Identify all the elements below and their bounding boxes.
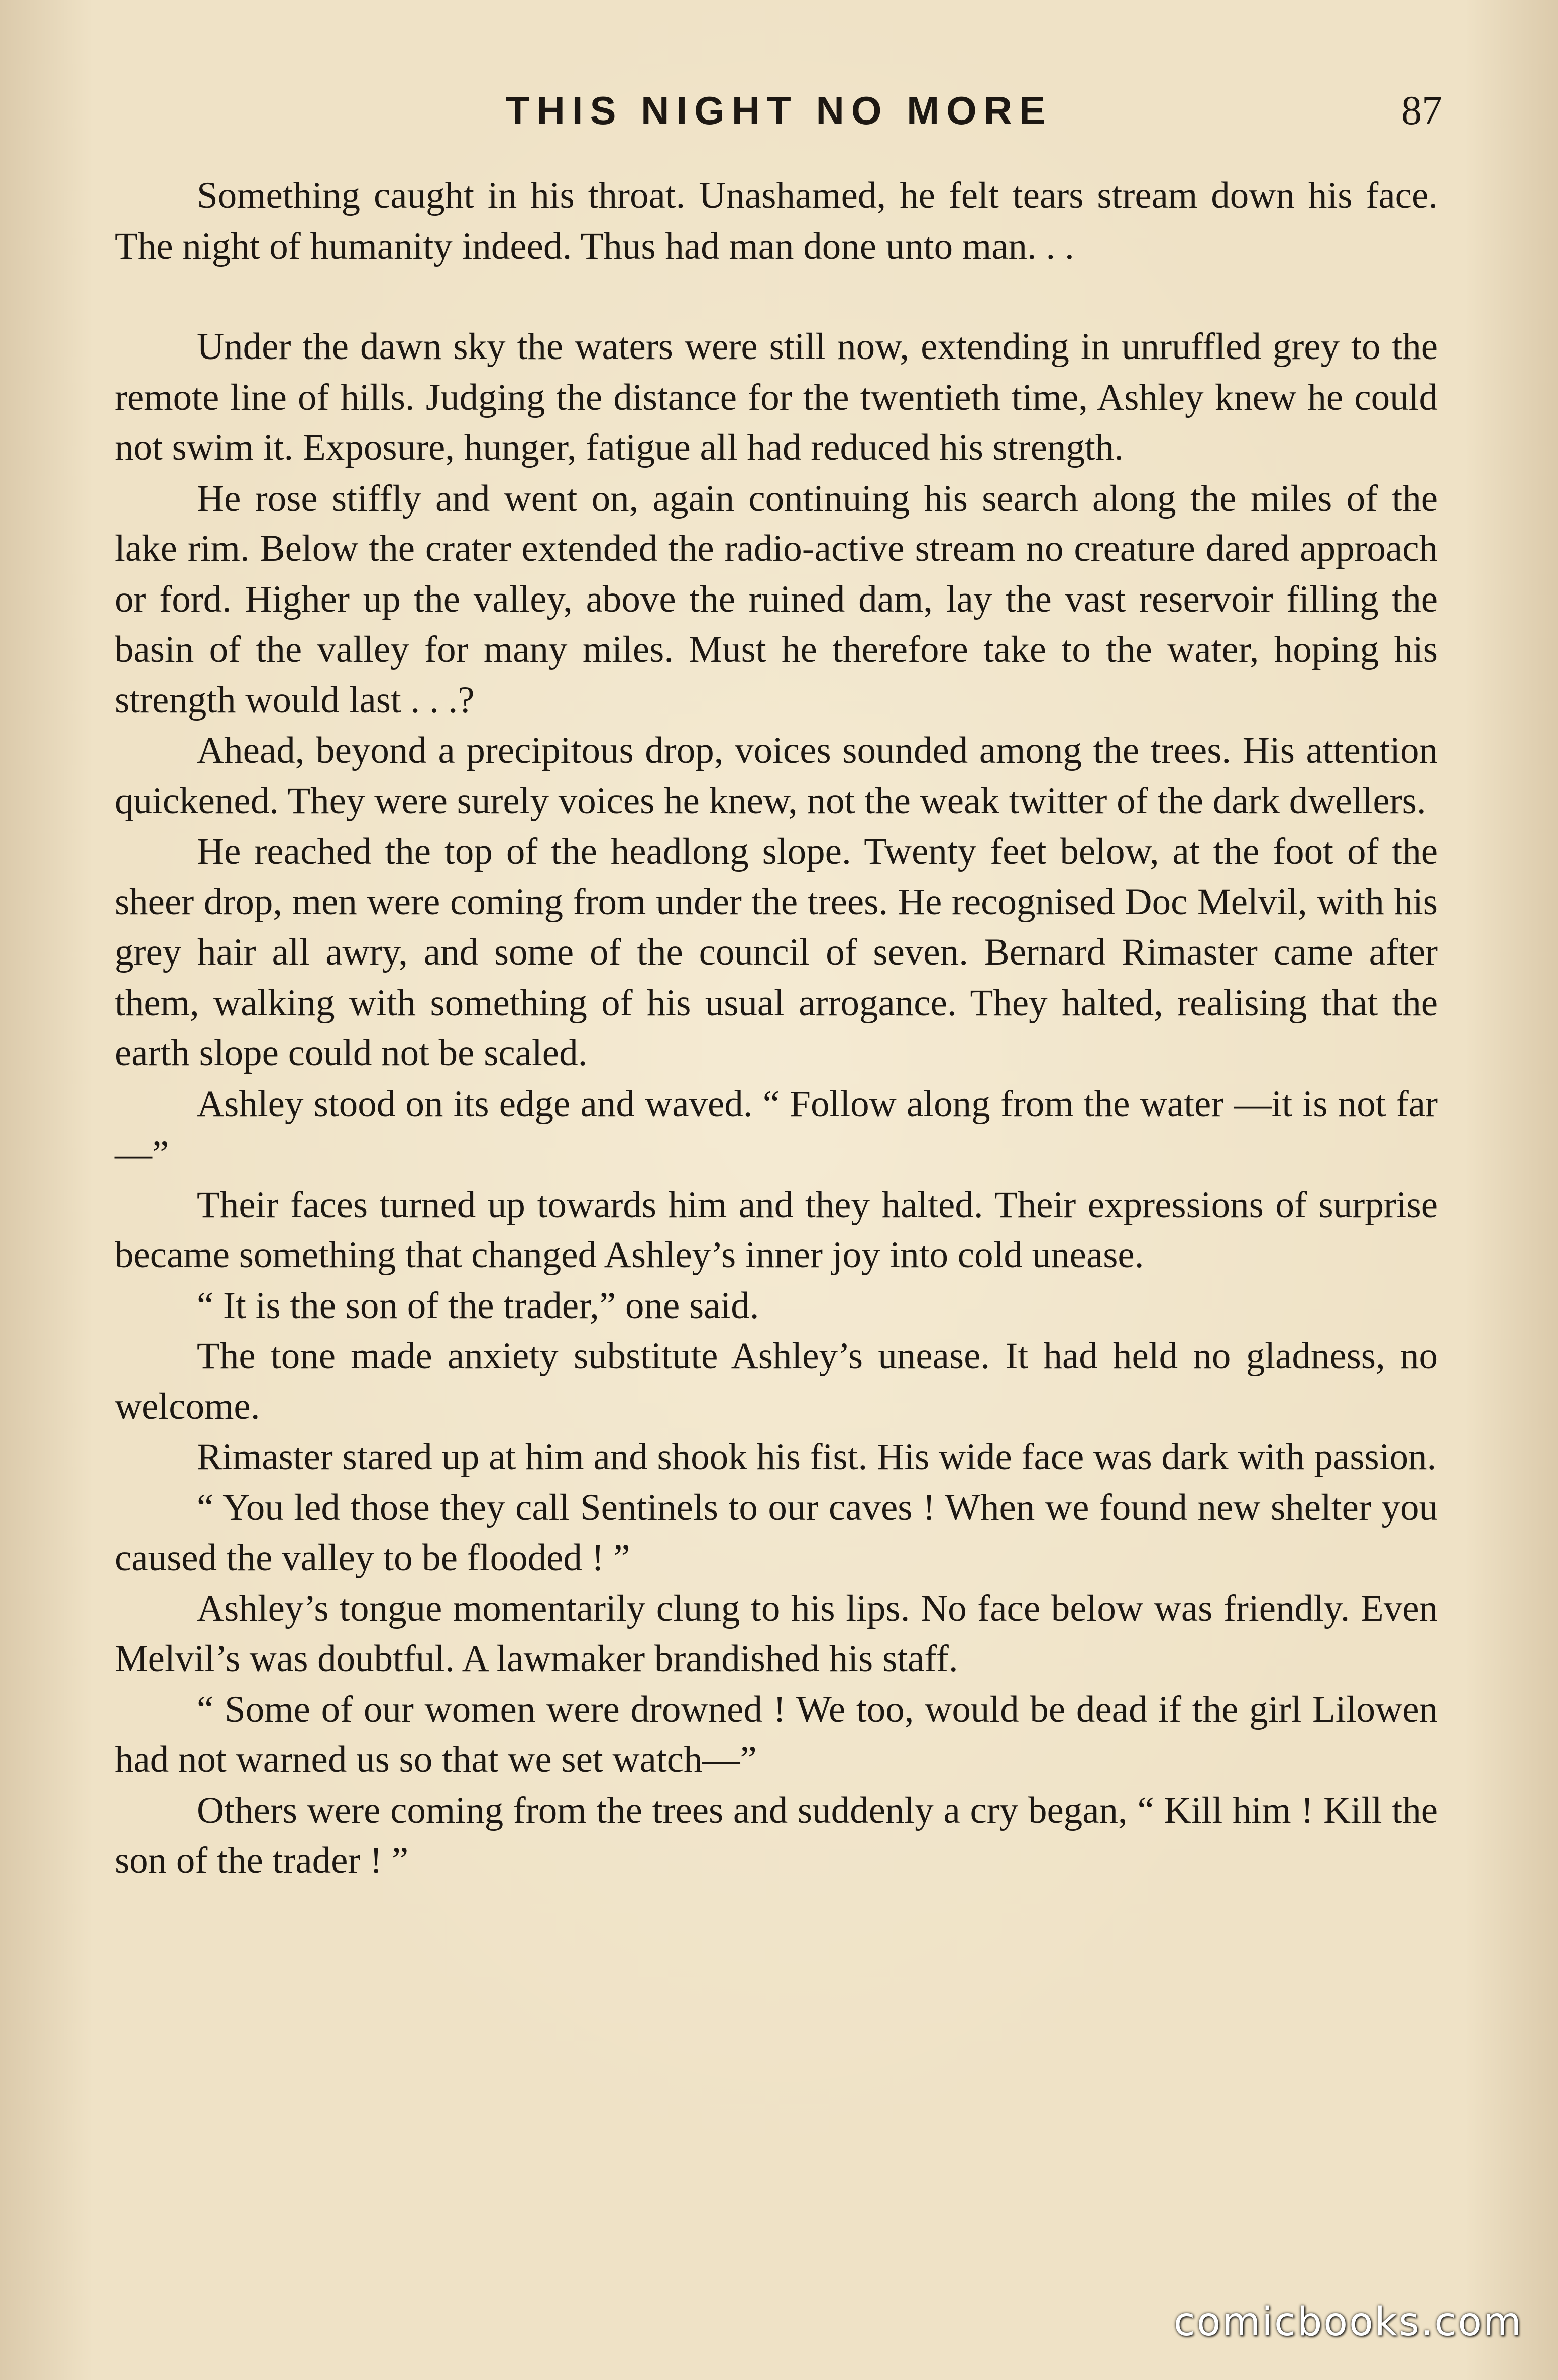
paragraph: Rimaster stared up at him and shook his fist. His wide face was dark with passion. [197,1436,1437,1478]
page-number: 87 [1401,87,1442,133]
running-head [116,80,1442,141]
paragraph: “ You led those they call Sentinels to our caves ! When we found new shelter you caused the valley to be flooded ! ” [115,1486,1438,1579]
paragraph: He rose stiffly and went on, again continuing his search along the miles of the lake rim. Below the crater extended the radio-active stream no creature dared approach or ford. Higher up the valley, above the ruined dam, lay the vast reservoir filling the basin of the valley for many miles. Must he therefore take to the water, hoping his strength would last . . .? [115,477,1438,721]
paragraph: Ahead, beyond a precipitous drop, voices sounded among the trees. His attention quickened. They were surely voices he knew, not the weak twitter of the dark dwellers. [115,730,1438,822]
paragraph: Others were coming from the trees and suddenly a cry began, “ Kill him ! Kill the son of the trader ! ” [115,1789,1438,1881]
paragraph: “ Some of our women were drowned ! We too, would be dead if the girl Lilowen had not warned us so that we set watch—” [115,1688,1438,1780]
watermark: comicbooks.com [1173,2300,1523,2345]
paragraph: “ It is the son of the trader,” one said. [197,1284,759,1327]
running-title: THIS NIGHT NO MORE [505,88,1053,133]
body-text [115,171,1438,1886]
paragraph: Ashley stood on its edge and waved. “ Follow along from the water —it is not far—” [115,1083,1438,1175]
paragraph: Ashley’s tongue momentarily clung to his lips. No face below was friendly. Even Melvil’s was doubtful. A lawmaker brandished his staff. [115,1587,1438,1680]
paragraph: The tone made anxiety substitute Ashley’s unease. It had held no gladness, no welcome. [115,1335,1438,1427]
paragraph: He reached the top of the headlong slope. Twenty feet below, at the foot of the sheer drop, men were coming from under the trees. He recognised Doc Melvil, with his grey hair all awry, and some of the council of seven. Bernard Rimaster came after them, walking with something of his usual arrogance. They halted, realising that the earth slope could not be scaled. [115,830,1438,1074]
paragraph: Under the dawn sky the waters were still now, extending in unruffled grey to the remote line of hills. Judging the distance for the twentieth time, Ashley knew he could not swim it. Exposure, hunger, fatigue all had reduced his strength. [115,326,1438,468]
paragraph: Something caught in his throat. Unashamed, he felt tears stream down his face. The night of humanity indeed. Thus had man done unto man. . . [115,175,1438,267]
paragraph: Their faces turned up towards him and they halted. Their expressions of surprise became something that changed Ashley’s inner joy into cold unease. [115,1183,1438,1276]
